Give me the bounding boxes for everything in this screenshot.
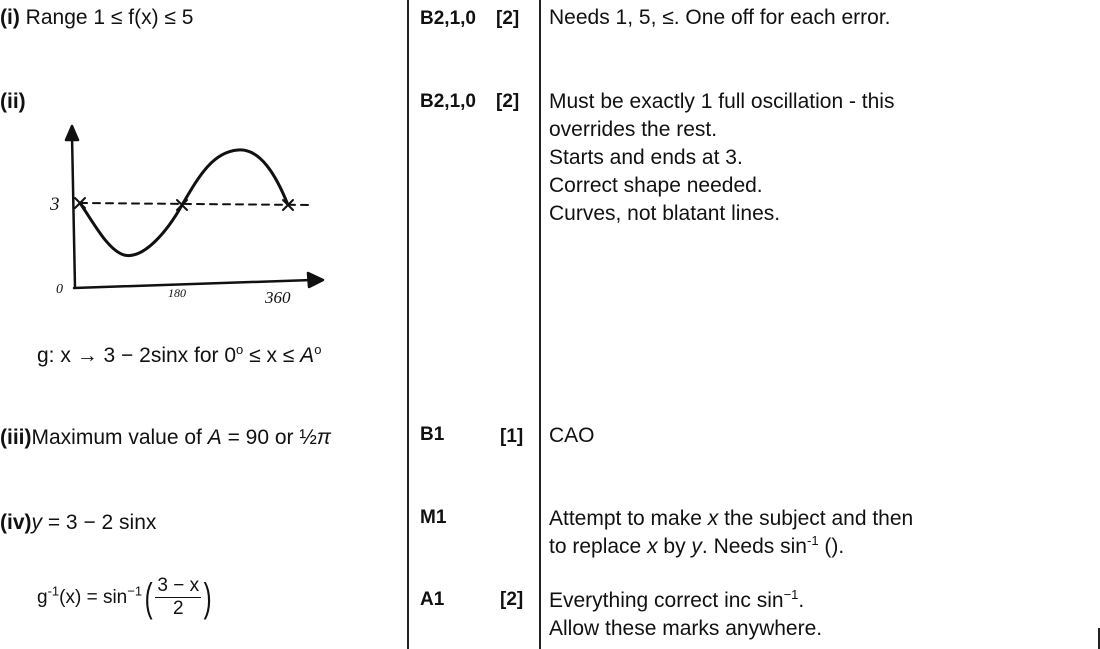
row-ii-total: [2] (496, 91, 520, 112)
row-iv-guidance (549, 505, 913, 561)
sketch-cross-mid (177, 200, 187, 210)
row-iv-b-mark: A1 (420, 589, 445, 610)
function-definition: g: x → 3 − 2sinx for $0^o \le x \le A^o$ (37, 342, 322, 367)
sketch-x-axis (74, 280, 312, 288)
row-ii-marks: B2,1,0 (420, 91, 476, 112)
row-iii-label: (iii) (0, 426, 32, 449)
column-divider-right (539, 0, 541, 649)
row-iii-answer: (iii)Maximum value of A = 90 or ½π (0, 426, 331, 449)
row-ii-guidance (549, 88, 894, 228)
row-i-answer (0, 6, 193, 30)
row-i-guidance: Needs 1, 5, ≤. One off for each error. (549, 6, 891, 29)
row-i-marks: B2,1,0 (420, 8, 476, 29)
row-i-text: Range 1 ≤ f(x) ≤ 5 (25, 6, 194, 29)
sketch-origin-label: 0 (56, 282, 63, 297)
row-iv-b-guidance-line-2: Allow these marks anywhere. (549, 617, 823, 640)
row-i-label: (i) (0, 6, 20, 29)
row-ii-guidance-line-2: overrides the rest. (549, 118, 718, 141)
row-iii-guidance: CAO (549, 424, 595, 447)
sketch-y-label: 3 (50, 194, 60, 215)
row-iv-b-guidance (549, 587, 822, 643)
row-iv-mark: M1 (420, 507, 447, 528)
right-paren: ) (203, 575, 212, 620)
page-edge-marker (1098, 628, 1100, 649)
row-iv-label: (iv) (0, 511, 32, 534)
row-iv-b-total: [2] (500, 589, 524, 610)
sketch-y-axis (72, 135, 75, 288)
column-divider-left (407, 0, 409, 649)
row-iv-b-guidance-line-1: Everything correct inc $\sin^{-1}$. (549, 587, 805, 612)
row-ii-guidance-line-1: Must be exactly 1 full oscillation - this (549, 90, 895, 113)
row-i-total: [2] (496, 8, 520, 29)
inverse-function: $g^{-1}(x) = \sin^{-1}$( $\frac{3 - x}{2}$ ) (37, 575, 212, 620)
row-iv-answer: (iv)y = 3 − 2 sinx (0, 511, 157, 534)
row-ii-label: (ii) (0, 90, 26, 113)
row-iii-mark: B1 (420, 424, 445, 445)
sketch-y-arrowhead (66, 126, 78, 140)
row-ii-guidance-line-3: Starts and ends at 3. (549, 146, 743, 169)
fraction: $\frac{3 - x}{2}$ (157, 575, 200, 620)
sketch-x-arrowhead (308, 273, 323, 287)
sketch-dashed-line (80, 203, 310, 205)
row-iii-total: [1] (500, 426, 524, 447)
left-paren: ( (144, 575, 153, 620)
sketch-x-tick-180: 180 (168, 286, 186, 300)
sketch-x-tick-360: 360 (265, 288, 291, 307)
row-iv-guidance-line-2: to replace x by y. Needs $\sin^{-1}$ (). (549, 533, 845, 558)
row-ii-guidance-line-5: Curves, not blatant lines. (549, 202, 781, 225)
row-iv-guidance-line-1: Attempt to make x the subject and then (549, 507, 914, 530)
row-ii-guidance-line-4: Correct shape needed. (549, 174, 763, 197)
sketch-graph (20, 110, 340, 310)
